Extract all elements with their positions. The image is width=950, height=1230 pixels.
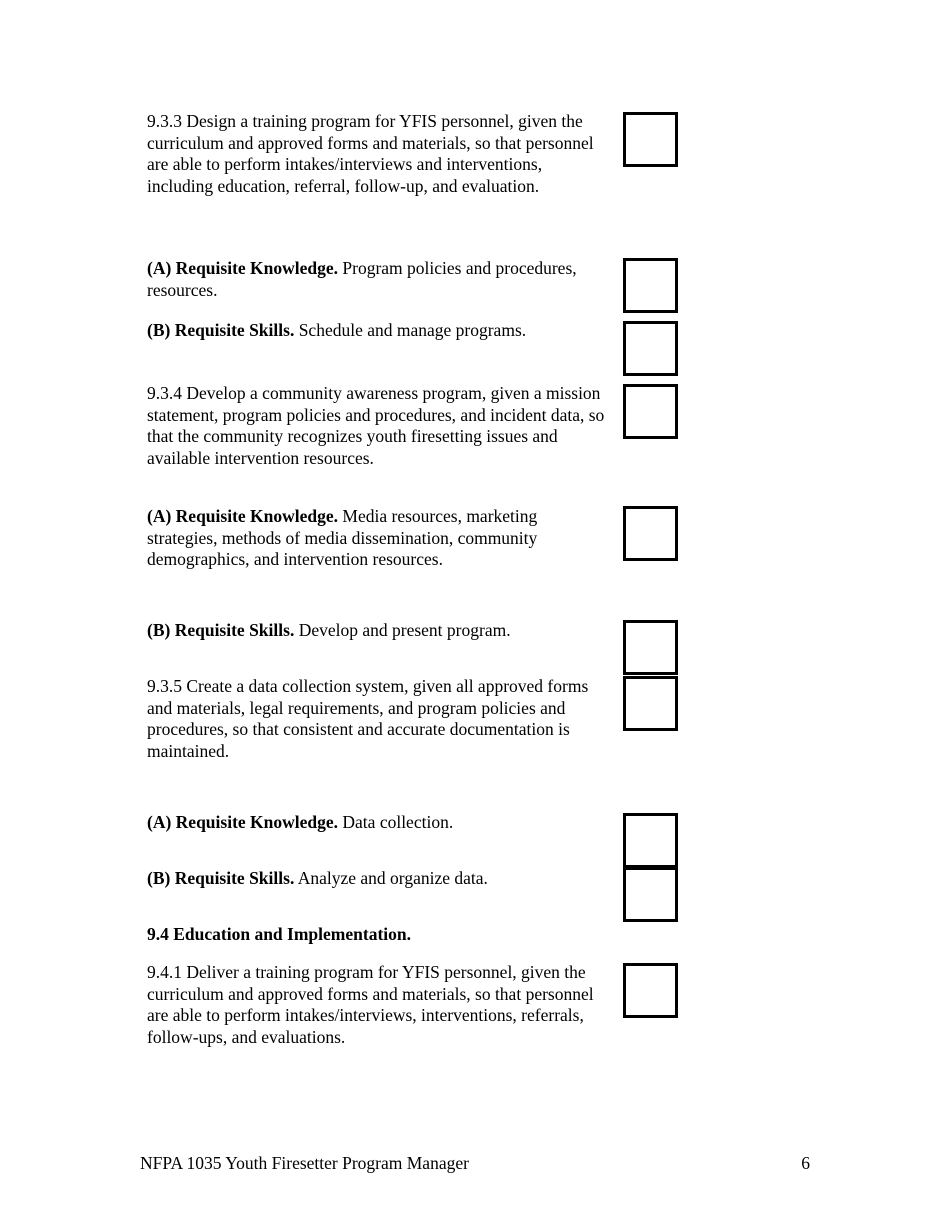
page-number: 6 bbox=[801, 1153, 810, 1173]
item-9-3-3 bbox=[147, 111, 609, 197]
item-label: (B) Requisite Skills. bbox=[147, 320, 295, 340]
item-text: Develop and present program. bbox=[294, 620, 511, 640]
item-text: Program policies and procedures, resources. bbox=[147, 258, 577, 300]
checkbox-9-3-4-b[interactable] bbox=[623, 620, 678, 675]
item-9-3-4-b bbox=[147, 620, 609, 642]
item-9-3-4-a bbox=[147, 506, 609, 571]
item-text: 9.3.5 Create a data collection system, given all approved forms and materials, legal requirements, and program policies and procedures, so that consistent and accurate documentation is maintained. bbox=[147, 676, 589, 761]
item-label: (B) Requisite Skills. bbox=[147, 868, 295, 888]
checkbox-9-3-3-b[interactable] bbox=[623, 321, 678, 376]
checkbox-9-3-5[interactable] bbox=[623, 676, 678, 731]
item-9-3-5 bbox=[147, 676, 609, 762]
item-text: 9.3.3 Design a training program for YFIS personnel, given the curriculum and approved forms and materials, so that personnel are able to perform intakes/interviews and interventions, including education, referral, follow-up, and evaluation. bbox=[147, 111, 594, 196]
checkbox-9-3-5-a[interactable] bbox=[623, 813, 678, 868]
checkbox-9-3-3[interactable] bbox=[623, 112, 678, 167]
footer-title: NFPA 1035 Youth Firesetter Program Manager bbox=[140, 1153, 469, 1173]
item-text: Media resources, marketing strategies, methods of media dissemination, community demographics, and intervention resources. bbox=[147, 506, 538, 570]
checkbox-9-3-4-a[interactable] bbox=[623, 506, 678, 561]
item-9-3-5-b bbox=[147, 868, 609, 890]
item-9-3-3-a bbox=[147, 258, 609, 301]
item-label: (A) Requisite Knowledge. bbox=[147, 506, 339, 526]
item-9-3-4 bbox=[147, 383, 609, 469]
item-text: Analyze and organize data. bbox=[294, 868, 488, 888]
item-label: (B) Requisite Skills. bbox=[147, 620, 295, 640]
item-text: 9.3.4 Develop a community awareness program, given a mission statement, program policies and procedures, and incident data, so that the community recognizes youth firesetting issues and available intervention resources. bbox=[147, 383, 605, 468]
checkbox-9-3-5-b[interactable] bbox=[623, 867, 678, 922]
item-text: Schedule and manage programs. bbox=[294, 320, 527, 340]
checkbox-9-4-1[interactable] bbox=[623, 963, 678, 1018]
item-text: Data collection. bbox=[338, 812, 454, 832]
item-9-4-1 bbox=[147, 962, 609, 1048]
item-label: (A) Requisite Knowledge. bbox=[147, 258, 339, 278]
checkbox-9-3-3-a[interactable] bbox=[623, 258, 678, 313]
item-9-3-3-b bbox=[147, 320, 609, 342]
item-label: (A) Requisite Knowledge. bbox=[147, 812, 339, 832]
section-heading-9-4: 9.4 Education and Implementation. bbox=[147, 924, 411, 944]
checkbox-9-3-4[interactable] bbox=[623, 384, 678, 439]
item-9-3-5-a bbox=[147, 812, 609, 834]
item-text: 9.4.1 Deliver a training program for YFIS personnel, given the curriculum and approved forms and materials, so that personnel are able to perform intakes/interviews, interventions, referrals, follow-ups, and evaluations. bbox=[147, 962, 594, 1047]
